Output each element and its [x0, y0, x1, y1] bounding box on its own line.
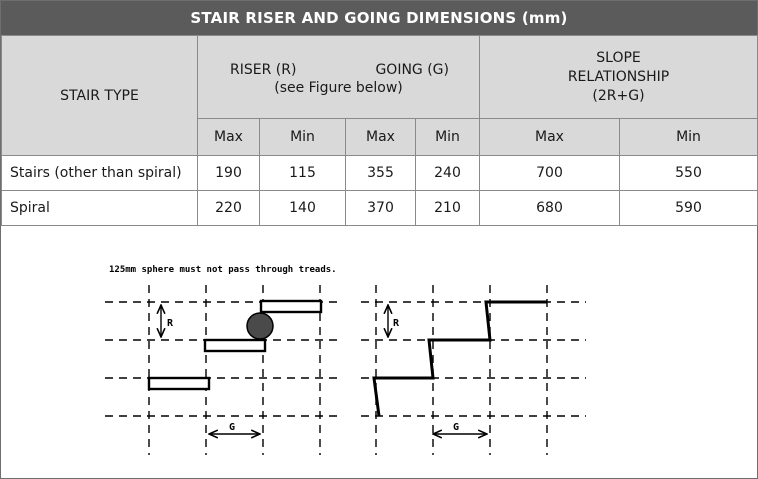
row-slope-min: 590: [620, 191, 758, 226]
going-label: G: [453, 422, 460, 433]
row-going-max: 370: [346, 191, 416, 226]
header-riser-going-note: (see Figure below): [274, 80, 403, 96]
right-stair-profile: [374, 302, 547, 416]
row-stair-type: Stairs (other than spiral): [2, 156, 198, 191]
header-stair-type: STAIR TYPE: [2, 36, 198, 156]
header-slope-min: Min: [620, 119, 758, 156]
going-label: G: [229, 422, 236, 433]
table-row: [2, 156, 758, 191]
figure-caption: 125mm sphere must not pass through treads.: [109, 265, 337, 275]
riser-label: R: [393, 318, 400, 329]
row-stair-type: Spiral: [2, 191, 198, 226]
header-going-min: Min: [416, 119, 480, 156]
table-row: [2, 191, 758, 226]
right-diagram-grid: [361, 285, 586, 455]
header-slope-line2: RELATIONSHIP: [567, 68, 670, 85]
header-slope: [480, 36, 758, 119]
riser-label: R: [167, 318, 174, 329]
left-treads: [149, 301, 321, 389]
row-riser-max: 190: [198, 156, 260, 191]
row-going-max: 355: [346, 156, 416, 191]
stair-figure: [1, 225, 757, 478]
row-going-min: 210: [416, 191, 480, 226]
row-riser-min: 140: [260, 191, 346, 226]
row-riser-min: 115: [260, 156, 346, 191]
row-slope-min: 550: [620, 156, 758, 191]
row-slope-max: 680: [480, 191, 620, 226]
row-slope-max: 700: [480, 156, 620, 191]
row-going-min: 240: [416, 156, 480, 191]
header-riser-min: Min: [260, 119, 346, 156]
header-riser-going: [198, 36, 480, 119]
header-riser: RISER (R): [230, 62, 297, 78]
header-slope-line1: SLOPE: [596, 49, 641, 66]
sphere-icon: [247, 313, 273, 339]
header-going: GOING (G): [375, 62, 449, 78]
table-title: STAIR RISER AND GOING DIMENSIONS (mm): [1, 1, 757, 35]
header-slope-line3: (2R+G): [592, 87, 645, 104]
header-slope-max: Max: [480, 119, 620, 156]
row-riser-max: 220: [198, 191, 260, 226]
header-riser-max: Max: [198, 119, 260, 156]
dimensions-table: [1, 35, 758, 226]
header-going-max: Max: [346, 119, 416, 156]
